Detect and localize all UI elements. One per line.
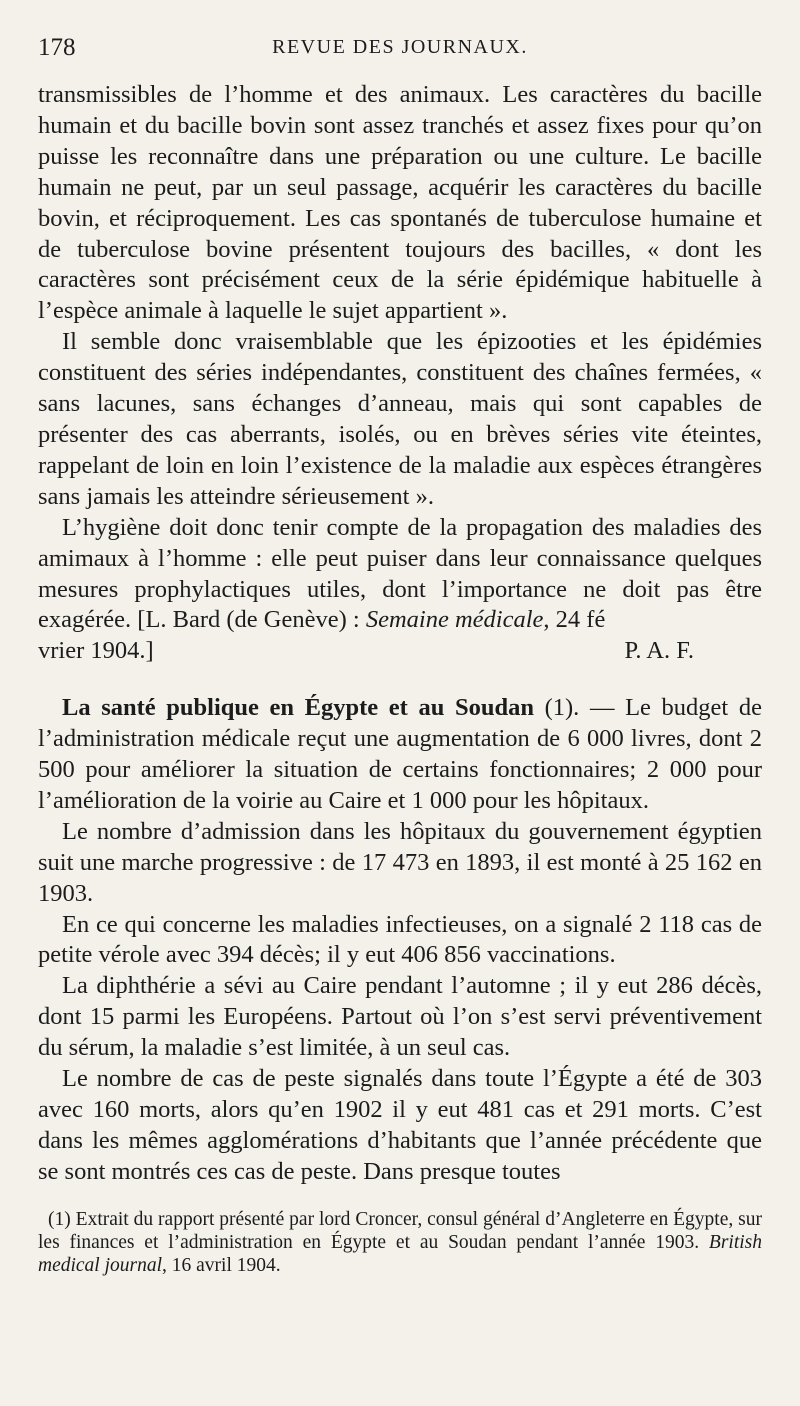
journal-name: Semaine médicale — [365, 606, 544, 634]
running-head: REVUE DES JOURNAUX. — [272, 36, 528, 58]
article1-paragraph-2: Il semble donc vraisemblable que les épizooties et les épidémies constituent des séries indépendantes, constituent des chaînes fermées, « sans lacunes, sans échanges d’anneau, mais qui sont capables de présenter des cas aberrants, isolés, ou en brèves séries vite éteintes, rappelant de loin en loin l’existence de la maladie aux espèces étrangères sans jamais les atteindre sérieusement ». — [38, 328, 762, 510]
signature-line — [38, 636, 762, 667]
footnote-date: , 16 avril 1904. — [162, 1254, 281, 1276]
article2-paragraph-3: En ce qui concerne les maladies infectieuses, on a signalé 2 118 cas de petite vérole avec 394 décès; il y eut 406 856 vaccinations. — [38, 910, 762, 969]
citation-date-end: vrier 1904.] — [38, 637, 154, 665]
article2-paragraph-5: Le nombre de cas de peste signalés dans toute l’Égypte a été de 303 avec 160 morts, alors qu’en 1902 il y eut 481 cas et 291 morts. C’est dans les mêmes agglomérations d’habitants que l’année précédente que se sont montrés ces cas de peste. Dans presque toutes — [38, 1065, 762, 1185]
page-header — [38, 34, 762, 74]
footnote-journal: British medical journal — [38, 1231, 762, 1276]
article1-paragraph-3-text: L’hygiène doit donc tenir compte de la propagation des maladies des amimaux à l’homme : elle peut puiser dans leur connaissance quelques mesures prophylactiques utiles, dont l’importance ne doit pas être exagérée. [L. Bard (de Genève) : — [38, 513, 762, 634]
article2-paragraph-2: Le nombre d’admission dans les hôpitaux du gouvernement égyptien suit une marche progressive : de 17 473 en 1893, il est monté à 25 162 en 1903. — [38, 817, 762, 907]
article1-paragraph-3 — [38, 513, 762, 637]
page-number: 178 — [38, 34, 76, 61]
article2-paragraph-1 — [38, 693, 762, 817]
article2-title: La santé publique en Égypte et au Soudan — [62, 694, 534, 722]
footnote-text: (1) Extrait du rapport présenté par lord Croncer, consul général d’Angleterre en Égypte, sur les finances et l’administration en Égypte et au Soudan pendant l’année 1903. — [38, 1208, 762, 1253]
article2-paragraph-4: La diphthérie a sévi au Caire pendant l’automne ; il y eut 286 décès, dont 15 parmi les Européens. Partout où l’on s’est servi préventivement du sérum, la maladie s’est limitée, à un seul cas. — [38, 972, 762, 1062]
author-signature: P. A. F. — [624, 637, 694, 665]
footnote — [38, 1208, 762, 1277]
section-gap — [38, 667, 762, 693]
article1-paragraph-1: transmissibles de l’homme et des animaux. Les caractères du bacille humain et du bacille bovin sont assez tranchés et assez fixes pour qu’on puisse les reconnaître dans une préparation ou une culture. Le bacille humain ne peut, par un seul passage, acquérir les caractères du bacille bovin, et réciproquement. Les cas spontanés de tuberculose humaine et de tuberculose bovine présentent toujours des bacilles, « dont les caractères sont précisément ceux de la série épidémique habituelle à l’espèce animale à laquelle le sujet appartient ». — [38, 81, 762, 325]
article2-paragraph-1-text: — Le budget de l’administration médicale reçut une augmentation de 6 000 livres, dont 2 500 pour améliorer la situation de certains fonctionnaires; 2 000 pour l’amélioration de la voirie au Caire et 1 000 pour les hôpitaux. — [38, 694, 762, 814]
citation-date: , 24 fé — [543, 606, 606, 634]
footnote-reference: (1). — [533, 694, 580, 722]
